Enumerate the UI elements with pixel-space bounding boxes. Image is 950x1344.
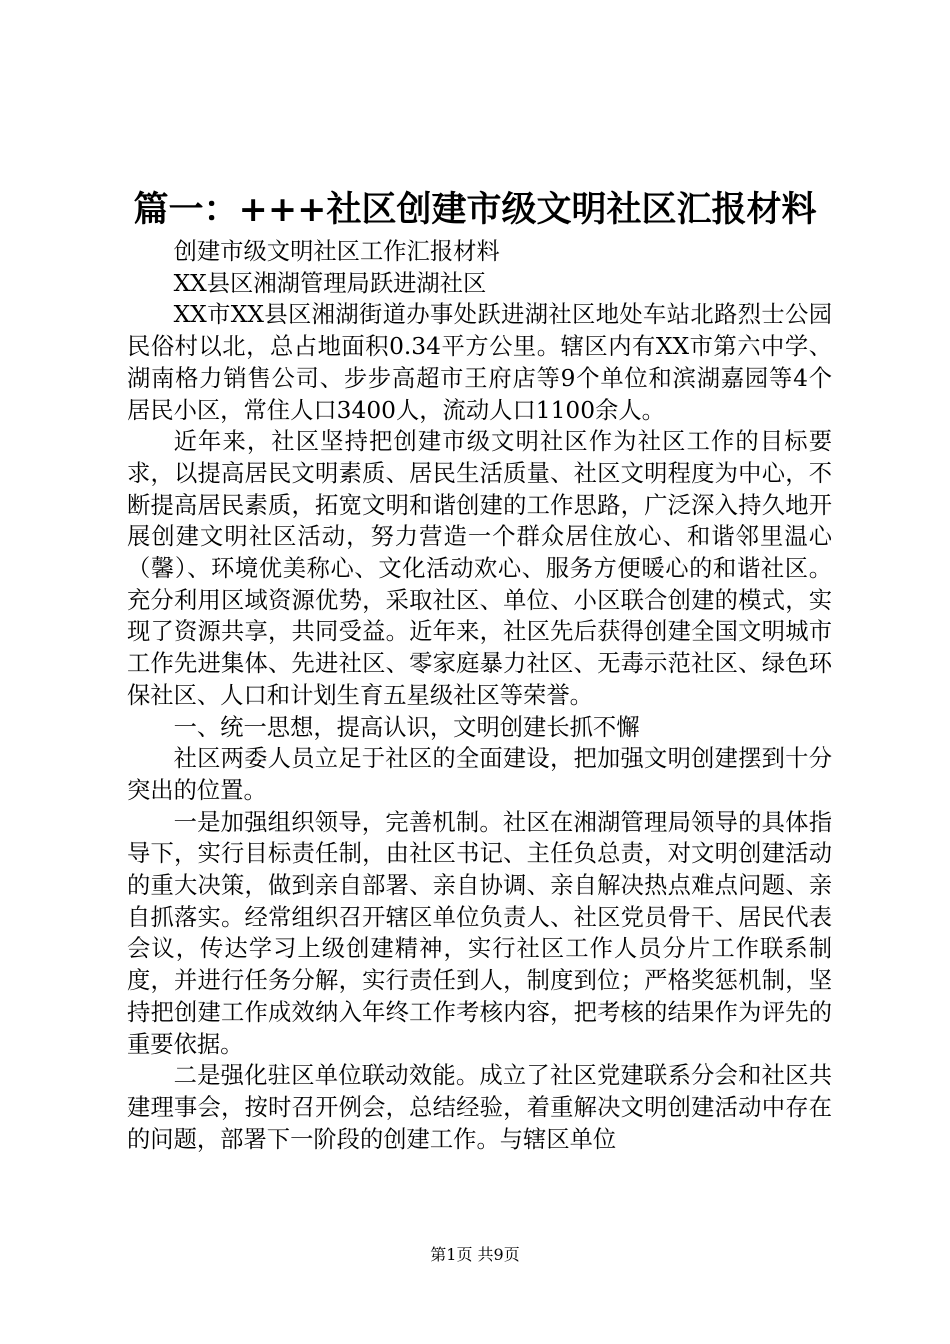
paragraph-subtitle: 创建市级文明社区工作汇报材料 [173, 238, 500, 265]
section-heading-1: 一、统一思想，提高认识，文明创建长抓不懈 [173, 713, 640, 741]
paragraph-overview: 近年来，社区坚持把创建市级文明社区作为社区工作的目标要求，以提高居民文明素质、居民生活质量、社区文明程度为中心，不断提高居民素质，拓宽文明和谐创建的工作思路，广泛深入持久地开展创建文明社区活动，努力营造一个群众居住放心、和谐邻里温心（馨）、环境优美称心、文化活动欢心、服务方便暖心的和谐社区。充分利用区域资源优势，采取社区、单位、小区联合创建的模式，实现了资源共享，共同受益。近年来，社区先后获得创建全国文明城市工作先进集体、先进社区、零家庭暴力社区、无毒示范社区、绿色环保社区、人口和计划生育五星级社区等荣誉。 [127, 428, 832, 709]
paragraph-intro: XX市XX县区湘湖街道办事处跃进湖社区地处车站北路烈士公园民俗村以北，总占地面积0.34平方公里。辖区内有XX市第六中学、湖南格力销售公司、步步高超市王府店等9个单位和滨湖嘉园等4个居民小区，常住人口3400人，流动人口1100余人。 [127, 301, 832, 424]
paragraph-point-1: 一是加强组织领导，完善机制。社区在湘湖管理局领导的具体指导下，实行目标责任制，由社区书记、主任负总责，对文明创建活动的重大决策，做到亲自部署、亲自协调、亲自解决热点难点问题、亲自抓落实。经常组织召开辖区单位负责人、社区党员骨干、居民代表会议，传达学习上级创建精神，实行社区工作人员分片工作联系制度，并进行任务分解，实行责任到人，制度到位；严格奖惩机制，坚持把创建工作成效纳入年终工作考核内容，把考核的结果作为评先的重要依据。 [127, 808, 832, 1058]
paragraph-section-1-intro: 社区两委人员立足于社区的全面建设，把加强文明创建摆到十分突出的位置。 [127, 745, 832, 804]
paragraph-point-2: 二是强化驻区单位联动效能。成立了社区党建联系分会和社区共建理事会，按时召开例会，总结经验，着重解决文明创建活动中存在的问题，部署下一阶段的创建工作。与辖区单位 [127, 1062, 832, 1153]
paragraph-organization: XX县区湘湖管理局跃进湖社区 [173, 269, 487, 297]
document-title: 篇一：+++社区创建市级文明社区汇报材料 [133, 189, 817, 230]
page-footer: 第1页 共9页 [430, 1245, 520, 1264]
document-body [127, 236, 832, 1155]
